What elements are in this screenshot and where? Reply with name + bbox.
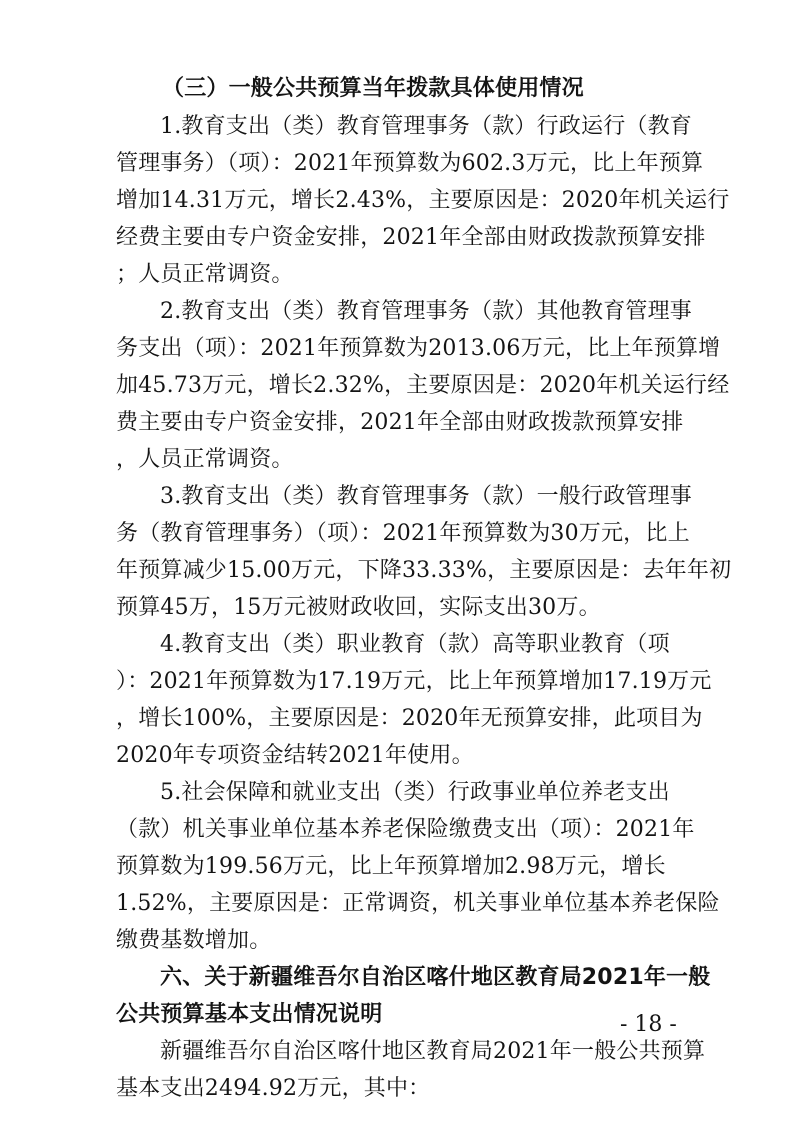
paragraph-line: 4.教育支出（类）职业教育（款）高等职业教育（项 <box>160 632 670 657</box>
paragraph-line: 基本支出2494.92万元，其中： <box>116 1076 431 1101</box>
paragraph-line: 年预算减少15.00万元，下降33.33%，主要原因是：去年年初 <box>116 558 732 583</box>
paragraph-line: ；人员正常调资。 <box>116 262 294 287</box>
paragraph-line: 管理事务）（项）：2021年预算数为602.3万元，比上年预算 <box>116 151 704 176</box>
paragraph-line: 1.教育支出（类）教育管理事务（款）行政运行（教育 <box>160 114 692 139</box>
paragraph-line: 务支出（项）：2021年预算数为2013.06万元，比上年预算增 <box>116 336 721 361</box>
paragraph-line: 增加14.31万元，增长2.43%，主要原因是：2020年机关运行 <box>116 188 730 213</box>
paragraph-line: 费主要由专户资金安排，2021年全部由财政拨款预算安排 <box>116 410 684 435</box>
section-heading-six-continued: 公共预算基本支出情况说明 <box>116 1002 383 1027</box>
paragraph-line: 2.教育支出（类）教育管理事务（款）其他教育管理事 <box>160 299 692 324</box>
paragraph-line: 1.52%，主要原因是：正常调资，机关事业单位基本养老保险 <box>116 891 720 916</box>
paragraph-line: 新疆维吾尔自治区喀什地区教育局2021年一般公共预算 <box>160 1039 706 1064</box>
paragraph-line: ，增长100%，主要原因是：2020年无预算安排，此项目为 <box>116 706 703 731</box>
paragraph-line: 2020年专项资金结转2021年使用。 <box>116 743 474 768</box>
paragraph-line: 3.教育支出（类）教育管理事务（款）一般行政管理事 <box>160 484 692 509</box>
section-heading-six: 六、关于新疆维吾尔自治区喀什地区教育局2021年一般 <box>160 965 711 990</box>
paragraph-line: 务（教育管理事务）（项）：2021年预算数为30万元，比上 <box>116 521 690 546</box>
paragraph-line: ，人员正常调资。 <box>116 447 294 472</box>
paragraph-line: 经费主要由专户资金安排，2021年全部由财政拨款预算安排 <box>116 225 706 250</box>
section-heading-budget-usage: （三）一般公共预算当年拨款具体使用情况 <box>162 76 584 101</box>
page-number: - 18 - <box>620 1012 677 1037</box>
paragraph-line: 加45.73万元，增长2.32%，主要原因是：2020年机关运行经 <box>116 373 730 398</box>
paragraph-line: 缴费基数增加。 <box>116 928 272 953</box>
paragraph-line: （款）机关事业单位基本养老保险缴费支出（项）：2021年 <box>116 817 695 842</box>
paragraph-line: 5.社会保障和就业支出（类）行政事业单位养老支出 <box>160 780 670 805</box>
paragraph-line: 预算45万，15万元被财政收回，实际支出30万。 <box>116 595 601 620</box>
paragraph-line: ）：2021年预算数为17.19万元，比上年预算增加17.19万元 <box>116 669 712 694</box>
paragraph-line: 预算数为199.56万元，比上年预算增加2.98万元，增长 <box>116 854 666 879</box>
